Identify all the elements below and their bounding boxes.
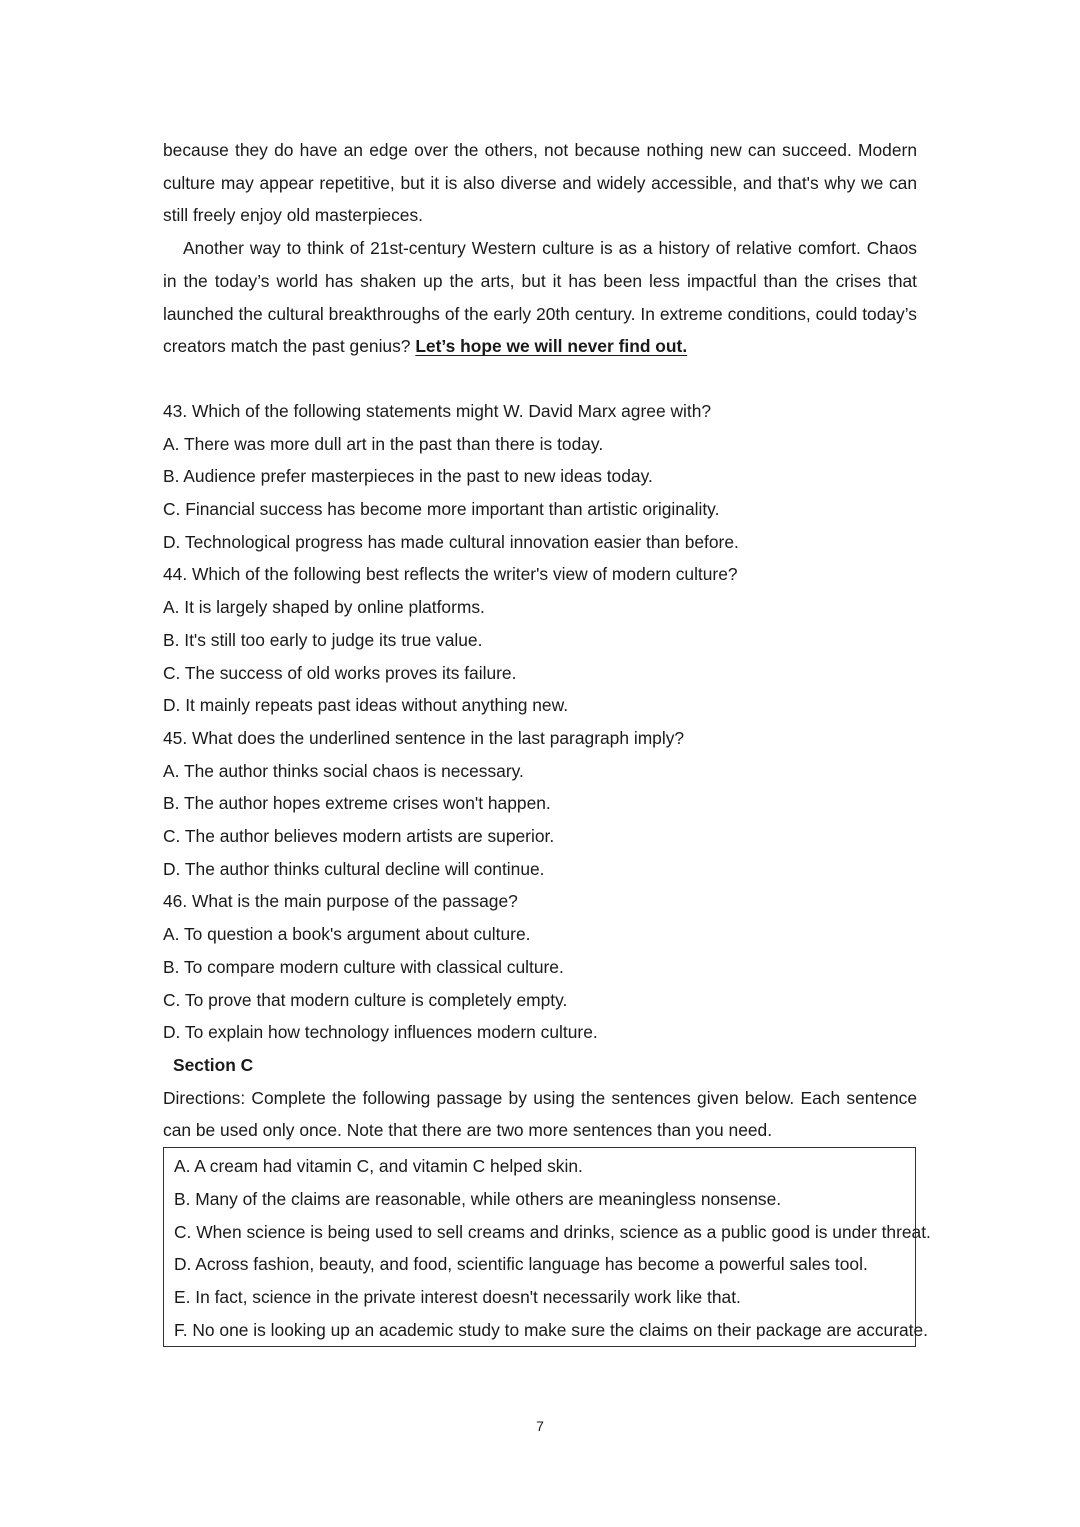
underlined-sentence: Let’s hope we will never find out. (415, 336, 688, 357)
question-option: D. It mainly repeats past ideas without anything new. (163, 695, 569, 716)
section-c (163, 1049, 931, 1347)
sentence-option: C. When science is being used to sell creams and drinks, science as a public good is under threat. (174, 1221, 931, 1242)
question-43 (163, 395, 917, 559)
sentence-option: D. Across fashion, beauty, and food, scientific language has become a powerful sales tool. (174, 1254, 868, 1275)
question-46 (163, 885, 917, 1049)
question-option: A. To question a book's argument about culture. (163, 924, 531, 945)
question-option: B. It's still too early to judge its true value. (163, 629, 483, 650)
question-list (163, 395, 917, 1049)
question-option: D. Technological progress has made cultural innovation easier than before. (163, 531, 739, 552)
question-option: A. There was more dull art in the past than there is today. (163, 433, 604, 454)
page-number: 7 (536, 1418, 544, 1434)
sentence-option: F. No one is looking up an academic study to make sure the claims on their package are accurate. (174, 1319, 928, 1340)
sentence-option: B. Many of the claims are reasonable, while others are meaningless nonsense. (174, 1188, 782, 1209)
question-stem: 44. Which of the following best reflects the writer's view of modern culture? (163, 564, 738, 585)
question-option: D. The author thinks cultural decline will continue. (163, 858, 545, 879)
question-44 (163, 558, 917, 722)
question-45 (163, 722, 917, 886)
question-option: D. To explain how technology influences modern culture. (163, 1022, 598, 1043)
section-c-directions: Directions: Complete the following passage by using the sentences given below. Each sentence can be used only once. Note that there are two more sentences than you need. (163, 1087, 917, 1141)
passage-paragraph-2 (163, 232, 917, 363)
question-option: B. Audience prefer masterpieces in the past to new ideas today. (163, 466, 653, 487)
sentence-option: A. A cream had vitamin C, and vitamin C helped skin. (174, 1156, 583, 1177)
section-c-title: Section C (173, 1054, 254, 1075)
question-option: B. To compare modern culture with classical culture. (163, 956, 564, 977)
question-option: C. The author believes modern artists are superior. (163, 826, 555, 847)
question-option: A. It is largely shaped by online platforms. (163, 597, 485, 618)
question-stem: 43. Which of the following statements might W. David Marx agree with? (163, 400, 712, 421)
question-option: A. The author thinks social chaos is necessary. (163, 760, 524, 781)
question-option: C. The success of old works proves its failure. (163, 662, 517, 683)
question-option: B. The author hopes extreme crises won't happen. (163, 793, 551, 814)
question-stem: 46. What is the main purpose of the passage? (163, 891, 518, 912)
question-option: C. To prove that modern culture is completely empty. (163, 989, 568, 1010)
question-option: C. Financial success has become more important than artistic originality. (163, 499, 720, 520)
passage-paragraph-2-text: Another way to think of 21st-century Western culture is as a history of relative comfort. Chaos in the today’s world has shaken up the arts, but it has been less impactful than the crises that launched the cultural breakthroughs of the early 20th century. In extreme conditions, could today’s creators match the past genius? (163, 238, 917, 357)
exam-page (163, 134, 931, 1347)
sentence-options-box (163, 1147, 931, 1347)
sentence-option: E. In fact, science in the private interest doesn't necessarily work like that. (174, 1286, 741, 1307)
passage-paragraph-1: because they do have an edge over the others, not because nothing new can succeed. Modern culture may appear repetitive, but it is also diverse and widely accessible, and that's why we can still freely enjoy old masterpieces. (163, 140, 917, 226)
question-stem: 45. What does the underlined sentence in the last paragraph imply? (163, 727, 685, 748)
